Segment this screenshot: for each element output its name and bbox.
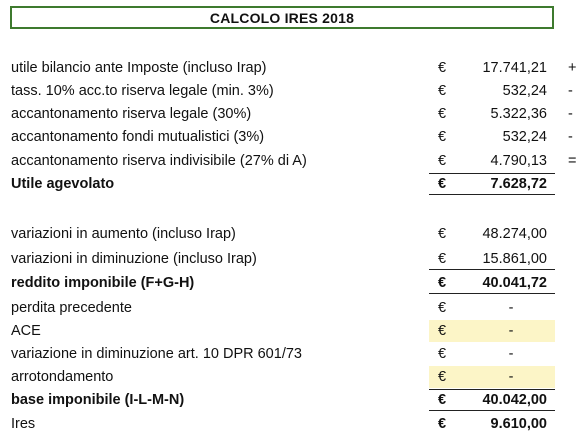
row-value[interactable]: 15.861,00 [482,251,547,267]
row-operator: - [568,129,573,145]
row-operator: = [568,153,577,169]
row-value[interactable]: 7.628,72 [490,176,547,192]
row-value[interactable]: 532,24 [502,129,547,145]
row-operator: + [568,60,577,76]
euro-symbol: € [438,251,447,267]
row-label: perdita precedente [11,300,132,316]
table-row-riserva-legale [0,103,586,125]
table-row-variazioni-diminuzione [0,248,586,270]
row-label: accantonamento fondi mutualistici (3%) [11,129,265,145]
euro-symbol: € [438,392,447,408]
row-label: arrotondamento [11,369,114,385]
row-operator: - [568,106,573,122]
row-label: accantonamento riserva legale (30%) [11,106,252,122]
row-label: variazione in diminuzione art. 10 DPR 601/73 [11,346,302,362]
row-label: accantonamento riserva indivisibile (27% di A) [11,153,307,169]
row-label: ACE [11,323,41,339]
euro-symbol: € [438,323,447,339]
euro-symbol: € [438,416,447,432]
table-row-tassazione-riserva [0,80,586,102]
row-value[interactable]: 4.790,13 [490,153,547,169]
row-value[interactable]: 532,24 [502,83,547,99]
row-label: reddito imponibile (F+G-H) [11,275,195,291]
row-value[interactable]: 9.610,00 [490,416,547,432]
row-value[interactable]: - [508,369,514,385]
table-row-fondi-mutualistici [0,126,586,148]
euro-symbol: € [438,176,447,192]
table-row-arrotondamento [0,366,586,388]
table-row-variazione-art10 [0,343,586,365]
euro-symbol: € [438,226,447,242]
row-value[interactable]: 17.741,21 [482,60,547,76]
euro-symbol: € [438,300,447,316]
row-label: tass. 10% acc.to riserva legale (min. 3%) [11,83,274,99]
euro-symbol: € [438,153,447,169]
row-label: variazioni in aumento (incluso Irap) [11,226,236,242]
row-operator: - [568,83,573,99]
row-value[interactable]: 40.041,72 [482,275,547,291]
sheet-title: CALCOLO IRES 2018 [10,6,554,29]
table-row-utile-bilancio [0,57,586,79]
row-value[interactable]: - [508,323,514,339]
table-row-variazioni-aumento [0,223,586,245]
euro-symbol: € [438,129,447,145]
table-row-ace [0,320,586,342]
row-label: Utile agevolato [11,176,115,192]
euro-symbol: € [438,369,447,385]
row-value[interactable]: 48.274,00 [482,226,547,242]
euro-symbol: € [438,83,447,99]
row-value[interactable]: - [508,346,514,362]
row-value[interactable]: 5.322,36 [490,106,547,122]
row-label: utile bilancio ante Imposte (incluso Irap) [11,60,267,76]
euro-symbol: € [438,106,447,122]
table-row-perdita-precedente [0,297,586,319]
row-label: base imponibile (I-L-M-N) [11,392,185,408]
row-label: Ires [11,416,36,432]
euro-symbol: € [438,346,447,362]
row-label: variazioni in diminuzione (incluso Irap) [11,251,257,267]
table-row-utile-agevolato [0,173,586,195]
euro-symbol: € [438,60,447,76]
table-row-reddito-imponibile [0,272,586,294]
table-row-ires [0,413,586,435]
table-row-riserva-indivisibile [0,150,586,172]
table-row-base-imponibile [0,389,586,411]
euro-symbol: € [438,275,447,291]
row-value[interactable]: 40.042,00 [482,392,547,408]
row-value[interactable]: - [508,300,514,316]
